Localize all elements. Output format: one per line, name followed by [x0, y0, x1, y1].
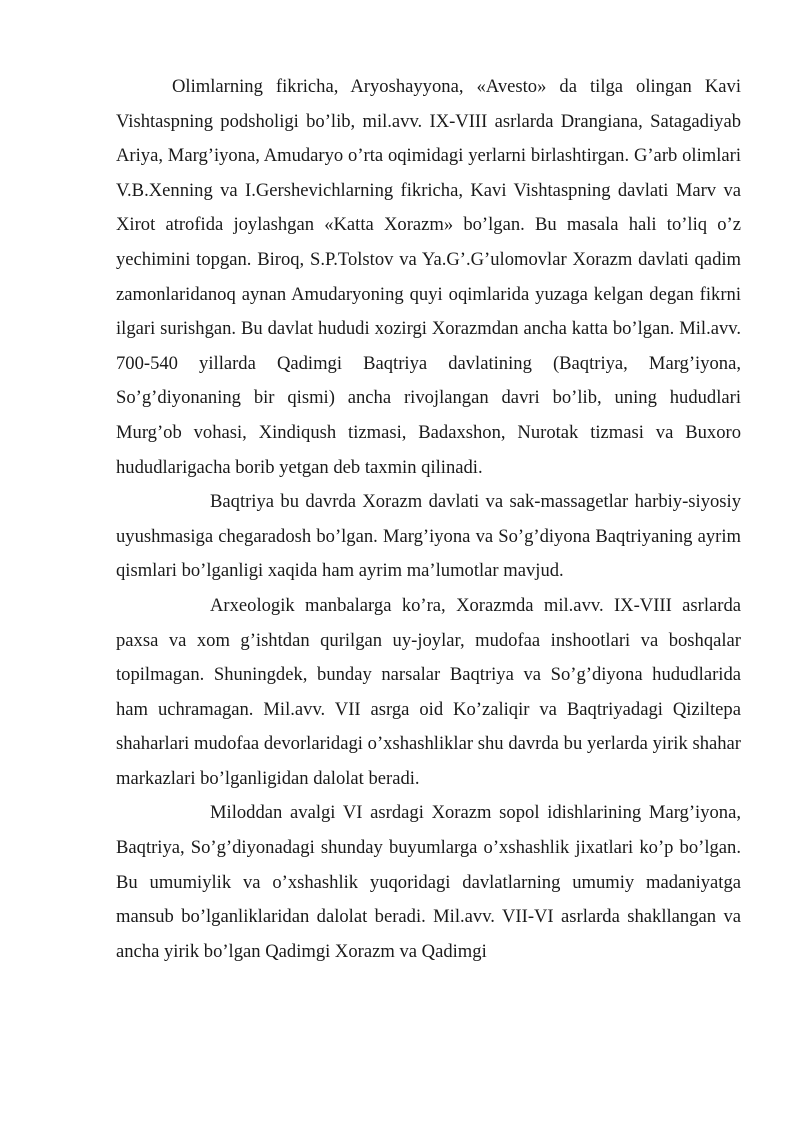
paragraph-2: Baqtriya bu davrda Xorazm davlati va sak-massagetlar harbiy-siyosiy uyushmasiga chegaradosh bo’lgan. Marg’iyona va So’g’diyona Baqtriyaning ayrim qismlari bo’lganligi xaqida ham ayrim ma’lumotlar mavjud. — [116, 491, 741, 582]
document-page — [116, 70, 741, 969]
paragraph-1: Olimlarning fikricha, Aryoshayyona, «Avesto» da tilga olingan Kavi Vishtaspning podsholigi bo’lib, mil.avv. IX-VIII asrlarda Drangiana, Satagadiyab Ariya, Marg’iyona, Amudaryo o’rta oqimidagi yerlarni birlashtirgan. G’arb olimlari V.B.Xenning va I.Gershevichlarning fikricha, Kavi Vishtaspning davlati Marv va Xirot atrofida joylashgan «Katta Xorazm» bo’lgan. Bu masala hali to’liq o’z yechimini topgan. Biroq, S.P.Tolstov va Ya.G’.G’ulomovlar Xorazm davlati qadim zamonlaridanoq aynan Amudaryoning quyi oqimlarida yuzaga kelgan degan fikrni ilgari surishgan. Bu davlat hududi xozirgi Xorazmdan ancha katta bo’lgan. Mil.avv. 700-540 yillarda Qadimgi Baqtriya davlatining (Baqtriya, Marg’iyona, So’g’diyonaning bir qismi) ancha rivojlangan davri bo’lib, uning hududlari Murg’ob vohasi, Xindiqush tizmasi, Badaxshon, Nurotak tizmasi va Buxoro hududlarigacha borib yetgan deb taxmin qilinadi. — [116, 76, 741, 478]
paragraph-3: Arxeologik manbalarga ko’ra, Xorazmda mil.avv. IX-VIII asrlarda paxsa va xom g’ishtdan qurilgan uy-joylar, mudofaa inshootlari va boshqalar topilmagan. Shuningdek, bunday narsalar Baqtriya va So’g’diyona hududlarida ham uchramagan. Mil.avv. VII asrga oid Ko’zaliqir va Baqtriyadagi Qiziltepa shaharlari mudofaa devorlaridagi o’xshashliklar shu davrda bu yerlarda yirik shahar markazlari bo’lganligidan dalolat beradi. — [116, 594, 741, 789]
paragraph-4: Miloddan avalgi VI asrdagi Xorazm sopol idishlarining Marg’iyona, Baqtriya, So’g’diyonadagi shunday buyumlarga o’xshashlik jixatlari ko’p bo’lgan. Bu umumiylik va o’xshashlik yuqoridagi davlatlarning umumiy madaniyatga mansub bo’lganliklaridan dalolat beradi. Mil.avv. VII-VI asrlarda shakllangan va ancha yirik bo’lgan Qadimgi Xorazm va Qadimgi — [116, 802, 741, 962]
